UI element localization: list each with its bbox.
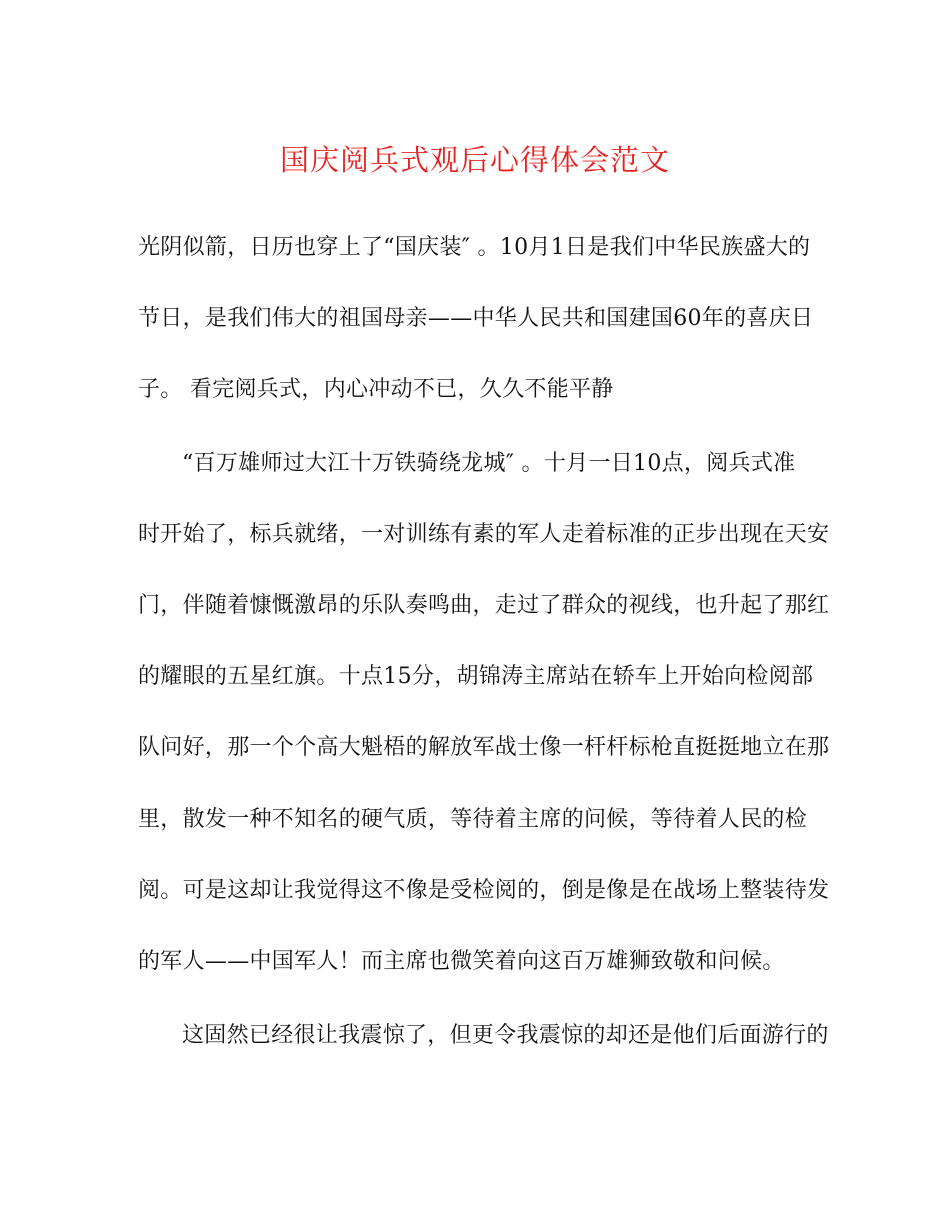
document-title: 国庆阅兵式观后心得体会范文 [279,143,670,177]
body-line: 光阴似箭，日历也穿上了“国庆装″ 。10月1日是我们中华民族盛大的 [138,235,811,260]
body-line: “百万雄师过大江十万铁骑绕龙城″ 。十月一日10点，阅兵式准 [182,451,796,476]
body-line: 时开始了，标兵就绪，一对训练有素的军人走着标准的正步出现在天安 [138,522,830,547]
body-line: 队问好，那一个个高大魁梧的解放军战士像一杆杆标枪直挺挺地立在那 [138,735,830,760]
body-line: 节日，是我们伟大的祖国母亲——中华人民共和国建国60年的喜庆日 [138,306,814,331]
body-line: 子。 看完阅兵式，内心冲动不已，久久不能平静 [138,377,614,402]
body-line: 这固然已经很让我震惊了，但更令我震惊的却还是他们后面游行的 [182,1023,829,1048]
body-line: 阅。可是这却让我觉得这不像是受检阅的，倒是像是在战场上整装待发 [138,878,830,903]
body-line: 的耀眼的五星红旗。十点15分，胡锦涛主席站在轿车上开始向检阅部 [138,664,814,689]
body-line: 里，散发一种不知名的硬气质，等待着主席的问候，等待着人民的检 [138,807,808,832]
body-line: 门，伴随着慷慨激昂的乐队奏鸣曲，走过了群众的视线，也升起了那红 [138,593,830,618]
body-line: 的军人——中国军人！而主席也微笑着向这百万雄狮致敬和问候。 [138,949,785,974]
